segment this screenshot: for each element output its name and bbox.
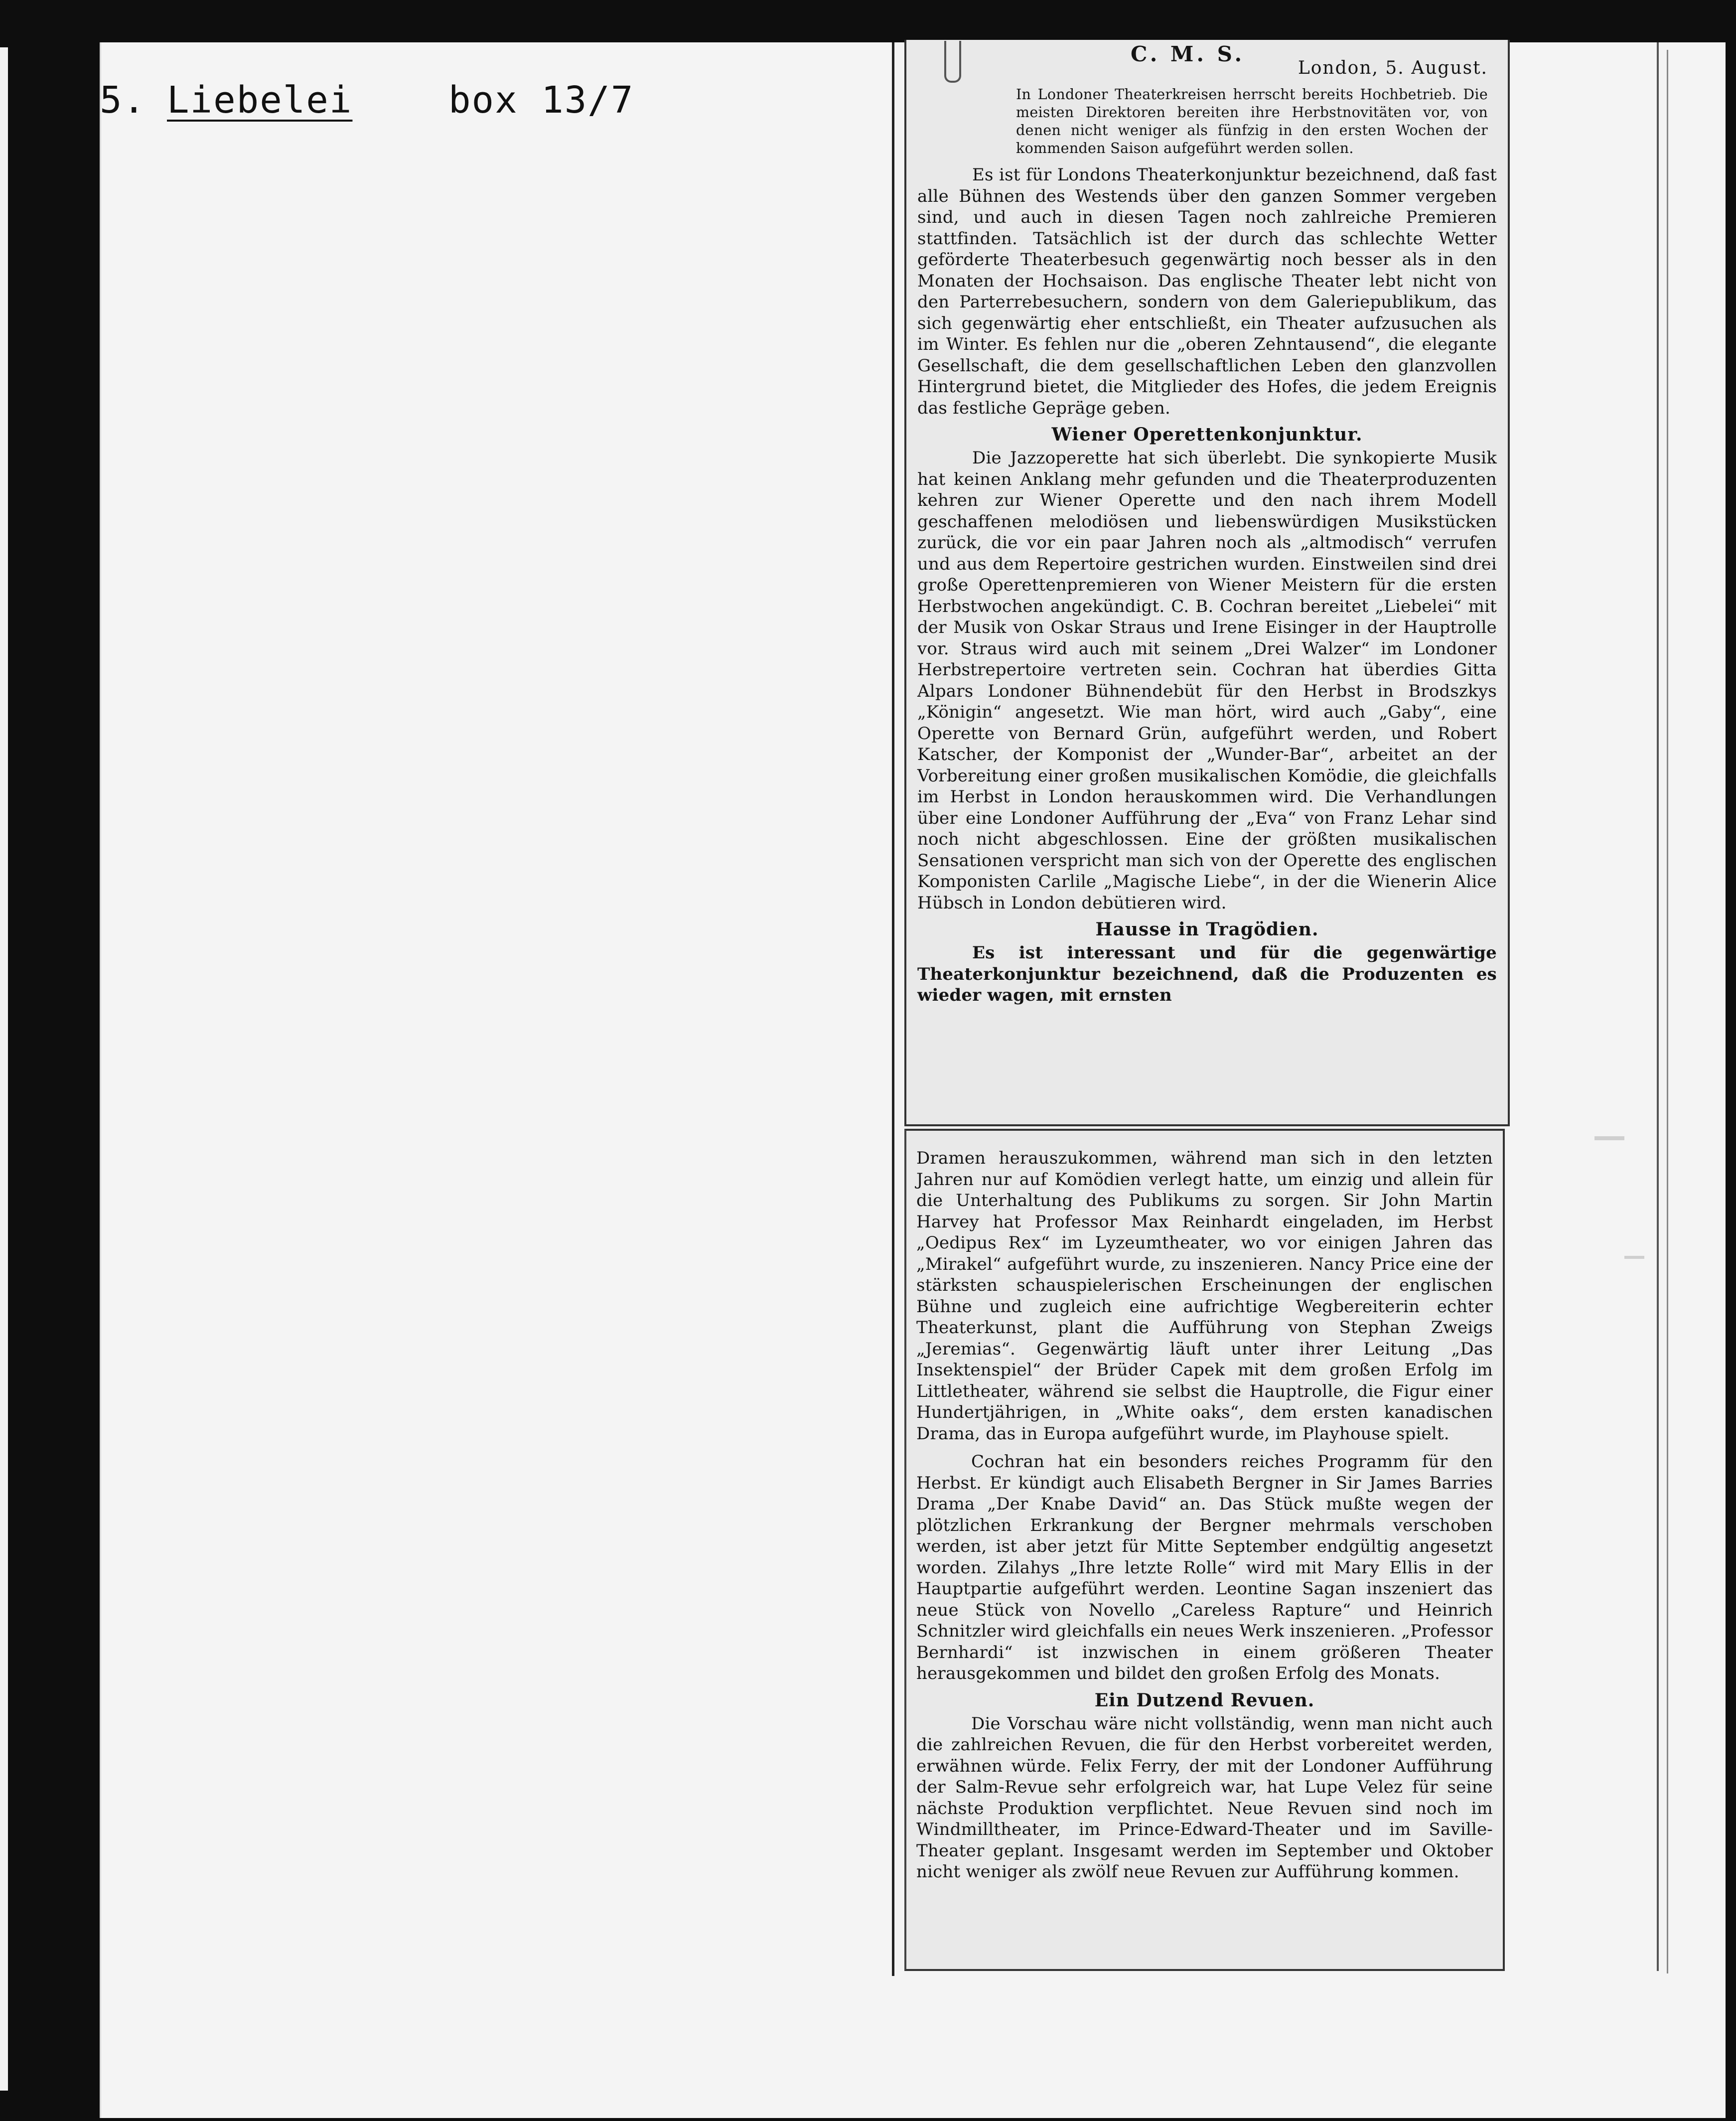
- box-number: box 13/7: [448, 79, 634, 122]
- section-heading-3: Ein Dutzend Revuen.: [1094, 1689, 1315, 1711]
- clipping-header: [921, 40, 1493, 78]
- folder-number: 5.: [100, 79, 146, 122]
- author-signature: C. M. S.: [1131, 42, 1245, 66]
- newspaper-clipping-bottom: [904, 1129, 1505, 1971]
- paperclip-mark: [944, 41, 961, 83]
- intro-paragraph: In Londoner Theaterkreisen herrscht bereits Hochbetrieb. Die meisten Direktoren bereiten ihre Herbstnovitäten vor, von denen nicht weniger als fünfzig in den ersten Wochen der kommenden Saison aufgeführt werden sollen.: [1016, 86, 1488, 156]
- article-paragraph-1: Es ist für Londons Theaterkonjunktur bezeichnend, daß fast alle Bühnen des Westends über den ganzen Sommer vergeben sind, und auch in diesen Tagen noch zahlreiche Premieren stattfinden. Tatsächlich ist der durch das schlechte Wetter geförderte Theaterbesuch gegenwärtig noch besser als in den Monaten der Hochsaison. Das englische Theater lebt nicht von den Parterrebesuchern, sondern von dem Galeriepublikum, das sich gegenwärtig eher entschließt, ein Theater aufzusuchen als im Winter. Es fehlen nur die „oberen Zehntausend“, die elegante Gesellschaft, die dem gesellschaftlichen Leben den glanzvollen Hintergrund bietet, die Mitglieder des Hofes, die jedem Ereignis das festliche Gepräge geben.: [917, 165, 1497, 418]
- dateline: London, 5. August.: [1298, 58, 1488, 78]
- paper-scuff: [1594, 1136, 1624, 1140]
- newspaper-clipping-top: [904, 40, 1510, 1126]
- article-paragraph-5: Die Vorschau wäre nicht vollständig, wenn man nicht auch die zahlreichen Revuen, die für den Herbst vorbereitet werden, erwähnen würde. Felix Ferry, der mit der Londoner Aufführung der Salm-Revue sehr erfolgreich war, hat Lupe Velez für seine nächste Produktion verpflichtet. Neue Revuen sind noch im Windmilltheater, im Prince-Edward-Theater und im Saville-Theater geplant. Insgesamt werden im September und Oktober nicht weniger als zwölf neue Revuen zur Aufführung kommen.: [916, 1713, 1493, 1882]
- section-heading-1: Wiener Operettenkonjunktur.: [1051, 424, 1363, 445]
- paper-scuff: [1624, 1256, 1644, 1259]
- article-paragraph-3-continued: Dramen herauszukommen, während man sich in den letzten Jahren nur auf Komödien verlegt hatte, um einzig und allein für die Unterhaltung des Publikums zu sorgen. Sir John Martin Harvey hat Professor Max Reinhardt eingeladen, im Herbst „Oedipus Rex“ im Lyzeumtheater, wo vor einigen Jahren das „Mirakel“ aufgeführt wurde, zu inszenieren. Nancy Price eine der stärksten schauspielerischen Erscheinungen der englischen Bühne und zugleich eine aufrichtige Wegbereiterin echter Theaterkunst, plant die Aufführung von Stephan Zweigs „Jeremias“. Gegenwärtig läuft unter ihrer Leitung „Das Insektenspiel“ der Brüder Capek mit dem großen Erfolg im Littletheater, während sie selbst die Hauptrolle, die Figur einer Hundertjährigen, in „White oaks“, dem ersten kanadischen Drama, das in Europa aufgeführt wurde, im Playhouse spielt.: [916, 1148, 1493, 1444]
- article-paragraph-3-start: Es ist interessant und für die gegenwärtige Theaterkonjunktur bezeichnend, daß die Produzenten es wieder wagen, mit ernsten: [917, 943, 1497, 1005]
- previous-page-edge: [0, 47, 8, 2091]
- card-edge-line-outer: [1667, 50, 1668, 1973]
- article-paragraph-2: Die Jazzoperette hat sich überlebt. Die synkopierte Musik hat keinen Anklang mehr gefunden und die Theaterproduzenten kehren zur Wiener Operette und den nach ihrem Modell geschaffenen melodiösen und liebenswürdigen Musikstücken zurück, die vor ein paar Jahren noch als „altmodisch“ verrufen und aus dem Repertoire gestrichen wurden. Einstweilen sind drei große Operettenpremieren von Wiener Meistern für die ersten Herbstwochen angekündigt. C. B. Cochran bereitet „Liebelei“ mit der Musik von Oskar Straus und Irene Eisinger in der Hauptrolle vor. Straus wird auch mit seinem „Drei Walzer“ im Londoner Herbstrepertoire vertreten sein. Cochran hat überdies Gitta Alpars Londoner Bühnendebüt für den Herbst in Brodszkys „Königin“ angesetzt. Wie man hört, wird auch „Gaby“, eine Operette von Bernard Grün, aufgeführt werden, und Robert Katscher, der Komponist der „Wunder-Bar“, arbeitet an der Vorbereitung einer großen musikalischen Komödie, die gleichfalls im Herbst in London herauskommen wird. Die Verhandlungen über eine Londoner Aufführung der „Eva“ von Franz Lehar sind noch nicht abgeschlossen. Eine der größten musikalischen Sensationen verspricht man sich von der Operette des englischen Komponisten Carlile „Magische Liebe“, in der die Wienerin Alice Hübsch in London debütieren wird.: [917, 448, 1497, 913]
- section-heading-2: Hausse in Tragödien.: [1095, 919, 1319, 940]
- folder-title: Liebelei: [167, 79, 353, 122]
- article-paragraph-4: Cochran hat ein besonders reiches Programm für den Herbst. Er kündigt auch Elisabeth Bergner in Sir James Barries Drama „Der Knabe David“ an. Das Stück mußte wegen der plötzlichen Erkrankung der Bergner mehrmals verschoben werden, ist aber jetzt für Mitte September endgültig angesetzt worden. Zilahys „Ihre letzte Rolle“ wird mit Mary Ellis in der Hauptpartie aufgeführt werden. Leontine Sagan inszeniert das neue Stück von Novello „Careless Rapture“ und Heinrich Schnitzler wird gleichfalls ein neues Werk inszenieren. „Professor Bernhardi“ ist inzwischen in einem größeren Theater herausgekommen und bildet den großen Erfolg des Monats.: [916, 1452, 1493, 1683]
- card-edge-line: [892, 42, 894, 1976]
- archive-label: [100, 70, 658, 125]
- card-edge-line-right: [1657, 42, 1659, 1971]
